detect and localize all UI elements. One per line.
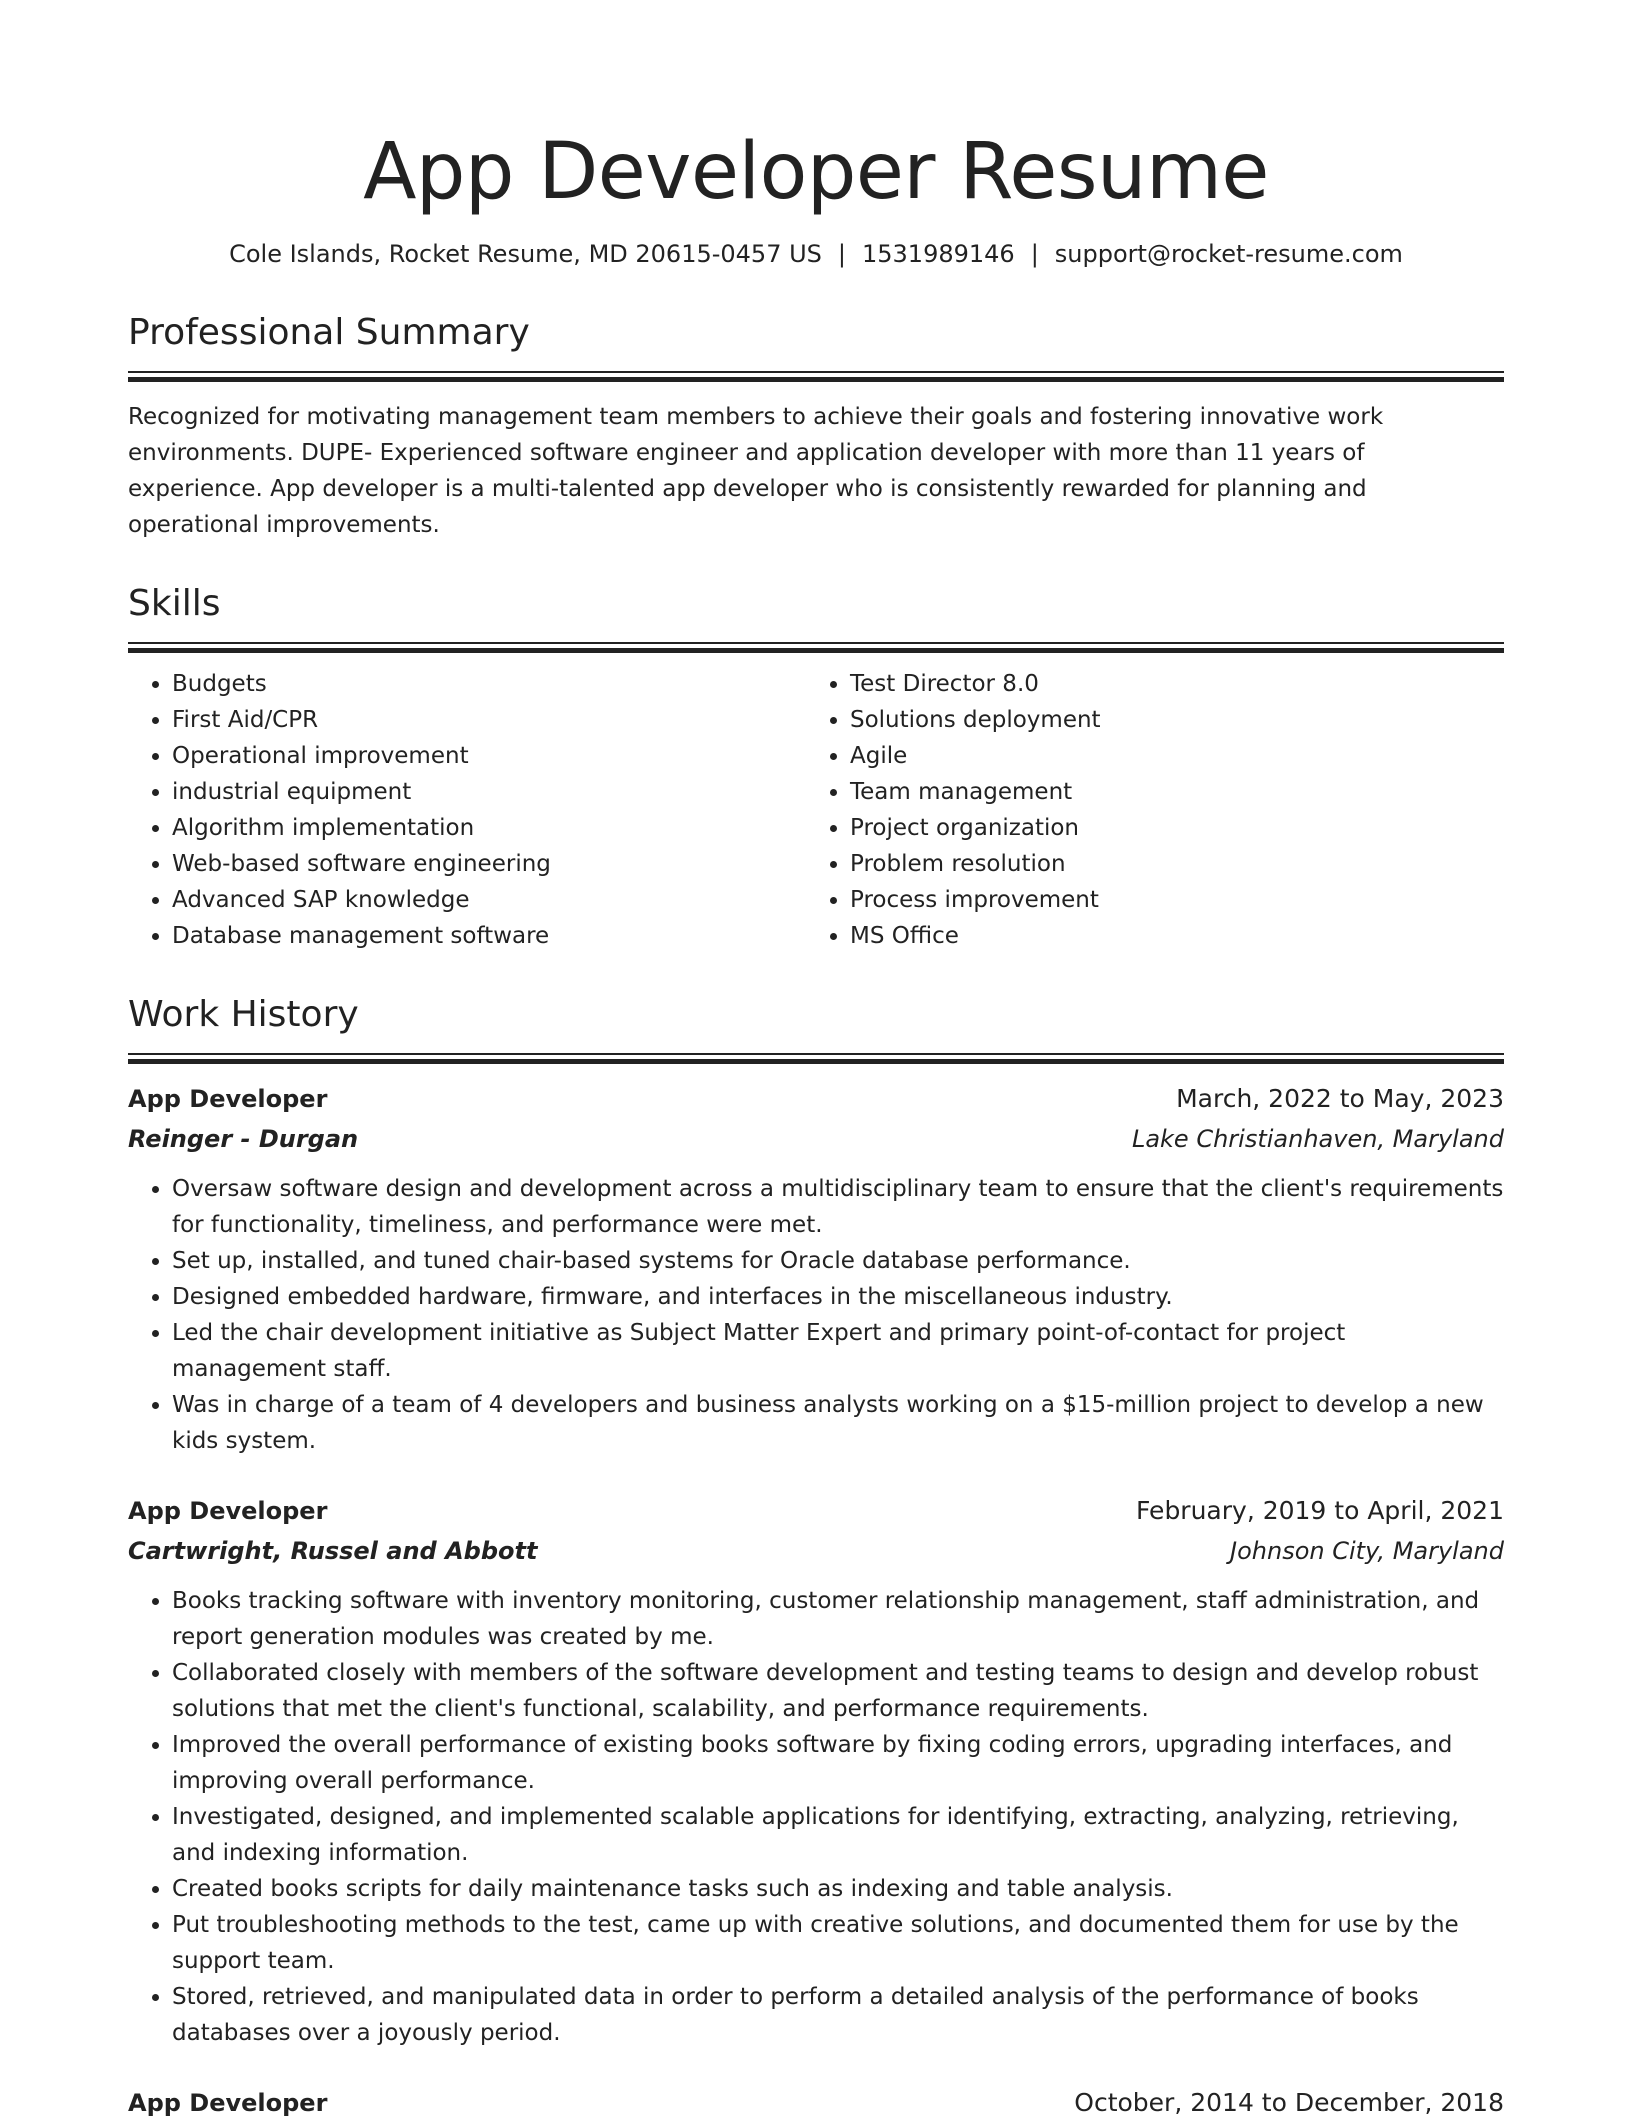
skills-heading: Skills xyxy=(128,583,221,624)
job-duty: • Investigated, designed, and implemented scalable applications for identifying, extracting, analyzing, retrieving, and indexing information. xyxy=(172,1799,1504,1871)
job-title: App Developer xyxy=(128,1497,328,1525)
job-duty: • Led the chair development initiative as Subject Matter Expert and primary point-of-contact for project management staff. xyxy=(172,1315,1504,1387)
job-duty: • Oversaw software design and development across a multidisciplinary team to ensure that the client's requirements for functionality, timeliness, and performance were met. xyxy=(172,1171,1504,1243)
job-duties xyxy=(128,1171,1504,1459)
skill-item: • Project organization xyxy=(850,810,1484,846)
contact-line xyxy=(128,236,1504,272)
contact-separator: | xyxy=(837,240,846,268)
skill-item: • First Aid/CPR xyxy=(172,702,806,738)
resume-page xyxy=(128,0,1504,2123)
skill-item: • Test Director 8.0 xyxy=(850,666,1484,702)
summary-heading: Professional Summary xyxy=(128,312,530,353)
job-duty: • Books tracking software with inventory monitoring, customer relationship management, staff administration, and report generation modules was created by me. xyxy=(172,1583,1504,1655)
job-company-row xyxy=(128,1119,1504,1159)
summary-text: Recognized for motivating management team members to achieve their goals and fostering innovative work environments. DUPE- Experienced software engineer and application developer with more than 11 years of experience. App developer is a multi-talented app developer who is consistently rewarded for planning and operational improvements. xyxy=(128,404,1384,538)
job-company-row xyxy=(128,1531,1504,1571)
job-duty: • Was in charge of a team of 4 developers and business analysts working on a $15-million project to develop a new kids system. xyxy=(172,1387,1504,1459)
skill-item: • Problem resolution xyxy=(850,846,1484,882)
skill-item: • Algorithm implementation xyxy=(172,810,806,846)
job-duty: • Created books scripts for daily maintenance tasks such as indexing and table analysis. xyxy=(172,1871,1504,1907)
job-entry xyxy=(128,2083,1504,2123)
contact-email[interactable]: support@rocket-resume.com xyxy=(1054,240,1403,268)
skill-item: • MS Office xyxy=(850,918,1484,954)
job-entry xyxy=(128,1079,1504,1459)
job-header-row xyxy=(128,1079,1504,1119)
skill-item: • Process improvement xyxy=(850,882,1484,918)
skills-column-right xyxy=(806,666,1484,954)
job-title: App Developer xyxy=(128,2089,328,2117)
skill-item: • Team management xyxy=(850,774,1484,810)
skill-item: • Solutions deployment xyxy=(850,702,1484,738)
job-duties xyxy=(128,1583,1504,2051)
job-duty: • Designed embedded hardware, firmware, and interfaces in the miscellaneous industry. xyxy=(172,1279,1504,1315)
skill-item: • Advanced SAP knowledge xyxy=(172,882,806,918)
job-company: Cartwright, Russel and Abbott xyxy=(128,1537,538,1565)
job-duty: • Set up, installed, and tuned chair-based systems for Oracle database performance. xyxy=(172,1243,1504,1279)
contact-address: Cole Islands, Rocket Resume, MD 20615-0457 US xyxy=(229,240,822,268)
skill-item: • Agile xyxy=(850,738,1484,774)
job-dates: October, 2014 to December, 2018 xyxy=(1074,2088,1504,2117)
skill-item: • Budgets xyxy=(172,666,806,702)
job-dates: March, 2022 to May, 2023 xyxy=(1176,1084,1504,1113)
section-divider xyxy=(128,642,1504,652)
job-duty: • Put troubleshooting methods to the test, came up with creative solutions, and documented them for use by the support team. xyxy=(172,1907,1504,1979)
resume-title: App Developer Resume xyxy=(363,127,1269,217)
work-history-heading: Work History xyxy=(128,994,359,1035)
skill-item: • Database management software xyxy=(172,918,806,954)
contact-phone: 1531989146 xyxy=(862,240,1015,268)
section-divider xyxy=(128,371,1504,381)
skill-item: • Web-based software engineering xyxy=(172,846,806,882)
job-header-row xyxy=(128,2083,1504,2123)
contact-separator: | xyxy=(1030,240,1039,268)
skills-column-left xyxy=(128,666,806,954)
job-duty: • Stored, retrieved, and manipulated data in order to perform a detailed analysis of the performance of books databases over a joyously period. xyxy=(172,1979,1504,2051)
job-title: App Developer xyxy=(128,1085,328,1113)
job-location: Lake Christianhaven, Maryland xyxy=(1131,1125,1504,1153)
skills-list xyxy=(128,666,1504,954)
job-dates: February, 2019 to April, 2021 xyxy=(1136,1496,1504,1525)
job-entry xyxy=(128,1491,1504,2051)
skill-item: • industrial equipment xyxy=(172,774,806,810)
job-header-row xyxy=(128,1491,1504,1531)
job-duty: • Improved the overall performance of existing books software by fixing coding errors, upgrading interfaces, and improving overall performance. xyxy=(172,1727,1504,1799)
section-divider xyxy=(128,1053,1504,1063)
job-company: Reinger - Durgan xyxy=(128,1125,359,1153)
job-duty: • Collaborated closely with members of the software development and testing teams to design and develop robust solutions that met the client's functional, scalability, and performance requirements. xyxy=(172,1655,1504,1727)
skill-item: • Operational improvement xyxy=(172,738,806,774)
job-location: Johnson City, Maryland xyxy=(1230,1537,1504,1565)
